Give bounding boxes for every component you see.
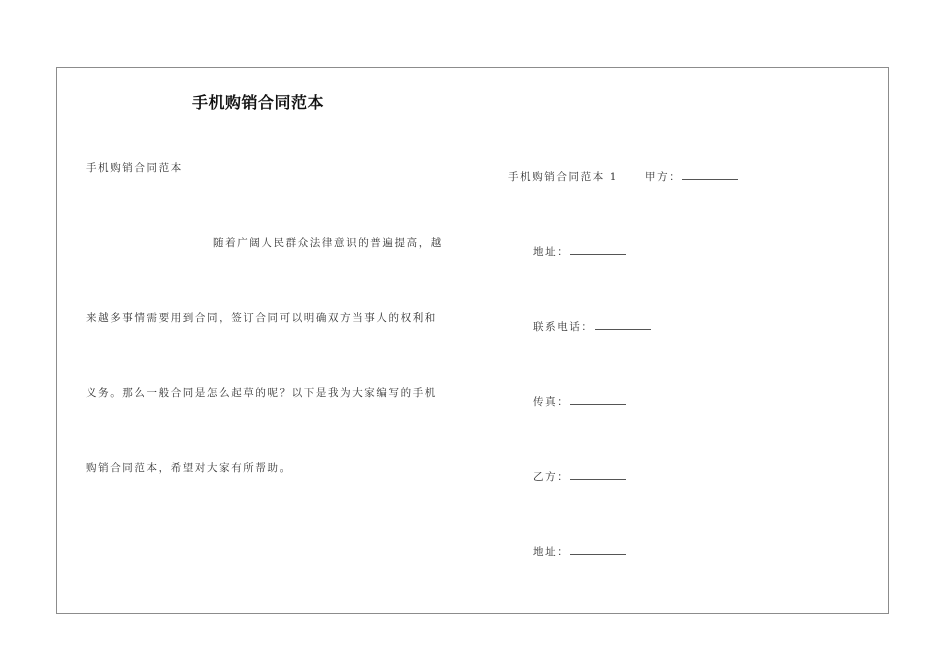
paragraph-line-4: 购销合同范本，希望对大家有所帮助。 bbox=[86, 462, 292, 474]
paragraph-line-1: 随着广阔人民群众法律意识的普遍提高，越 bbox=[213, 237, 443, 249]
address-a-blank bbox=[570, 253, 626, 255]
address-b-field bbox=[533, 544, 626, 559]
address-b-blank bbox=[570, 553, 626, 555]
phone-label: 联系电话： bbox=[533, 321, 594, 333]
fax-field bbox=[533, 394, 626, 409]
fax-blank bbox=[570, 403, 626, 405]
party-a-blank bbox=[682, 178, 738, 180]
phone-field bbox=[533, 319, 651, 334]
left-subtitle: 手机购销合同范本 bbox=[86, 162, 183, 174]
phone-blank bbox=[595, 328, 651, 330]
page-border bbox=[56, 67, 889, 614]
document-title: 手机购销合同范本 bbox=[192, 93, 325, 112]
party-b-blank bbox=[570, 478, 626, 480]
party-a-label: 甲方： bbox=[645, 171, 682, 183]
address-a-label: 地址： bbox=[533, 246, 570, 258]
address-a-field bbox=[533, 244, 626, 259]
address-b-label: 地址： bbox=[533, 546, 570, 558]
fax-label: 传真： bbox=[533, 396, 570, 408]
party-b-label: 乙方： bbox=[533, 471, 570, 483]
contract-heading: 手机购销合同范本 1 bbox=[508, 171, 619, 183]
paragraph-line-2: 来越多事情需要用到合同，签订合同可以明确双方当事人的权利和 bbox=[86, 312, 437, 324]
party-b-field bbox=[533, 469, 626, 484]
paragraph-line-3: 义务。那么一般合同是怎么起草的呢？以下是我为大家编写的手机 bbox=[86, 387, 437, 399]
party-a-field bbox=[645, 169, 738, 184]
